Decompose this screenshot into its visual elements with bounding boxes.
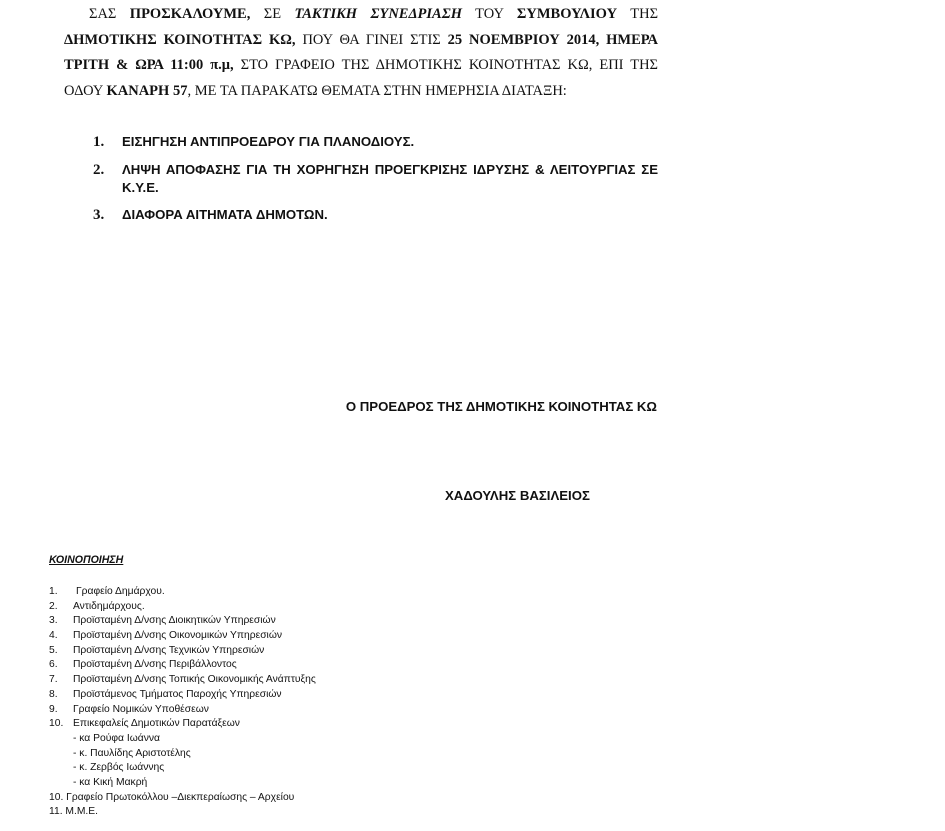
list-item-text: Προϊσταμένη Δ/νσης Τεχνικών Υπηρεσιών [73,644,265,656]
list-item-text: Προϊσταμένη Δ/νσης Οικονομικών Υπηρεσιών [73,630,283,642]
text-run: ΤΗΣ [617,6,659,22]
list-item-text: Προϊσταμένη Δ/νσης Περιβάλλοντος [73,659,237,671]
list-item-text: Γραφείο Δημάρχου. [76,586,165,597]
text-run: , ΜΕ ΤΑ ΠΑΡΑΚΑΤΩ ΘΕΜΑΤΑ ΣΤΗΝ ΗΜΕΡΗΣΙΑ ΔΙΑΤΑΞΗ: [187,82,567,99]
invitation-line-2 [64,28,658,54]
text-run: ΟΔΟΥ [64,82,107,99]
text-run-bold-italic: ΤΑΚΤΙΚΗ ΣΥΝΕΔΡΙΑΣΗ [294,6,462,22]
text-run-bold: ΣΥΜΒΟΥΛΙΟΥ [516,6,618,22]
agenda-item [93,161,658,197]
agenda-item-text: ΔΙΑΦΟΡΑ ΑΙΤΗΜΑΤΑ ΔΗΜΟΤΩΝ. [122,207,328,222]
list-subitem-text: - κα Κική Μακρή [73,776,148,788]
text-run-bold: 25 ΝΟΕΜΒΡΙΟΥ 2014, ΗΜΕΡΑ [447,31,658,48]
list-item-number: 1. [49,586,58,597]
list-subitem-text: - κ. Ζερβός Ιωάννης [73,762,165,774]
notification-heading: ΚΟΙΝΟΠΟΙΗΣΗ [49,554,124,566]
text-run: ΠΟΥ ΘΑ ΓΙΝΕΙ ΣΤΙΣ [295,31,448,48]
invitation-paragraph [64,2,658,104]
list-item-number: 3. [49,615,58,627]
list-item-number: 4. [49,630,58,642]
text-run-bold: ΚΑΝΑΡΗ 57 [106,82,188,99]
president-title: Ο ΠΡΟΕΔΡΟΣ ΤΗΣ ΔΗΜΟΤΙΚΗΣ ΚΟΙΝΟΤΗΤΑΣ ΚΩ [345,399,657,414]
text-run: ΣΕ [250,6,295,22]
list-item-number: 8. [49,688,58,700]
list-item-number: 5. [49,644,58,656]
agenda-item-text: ΕΙΣΗΓΗΣΗ ΑΝΤΙΠΡΟΕΔΡΟΥ ΓΙΑ ΠΛΑΝΟΔΙΟΥΣ. [122,134,415,149]
list-item-text: Αντιδημάρχους. [73,600,145,612]
list-item-number: 6. [49,659,58,671]
list-subitem-text: - κα Ρούφα Ιωάννα [73,732,160,744]
text-run: ΤΟΥ [462,6,517,22]
invitation-line-1 [64,2,658,28]
agenda-item [93,206,658,224]
agenda-item-number: 3. [93,207,105,223]
list-item-text: Γραφείο Νομικών Υποθέσεων [73,703,209,715]
agenda-list [93,133,658,234]
agenda-item [93,133,658,151]
list-item-text: 11. Μ.Μ.Ε. [49,806,99,818]
list-item-text: Προϊσταμένη Δ/νσης Διοικητικών Υπηρεσιών [73,615,276,627]
list-item-text: Προϊσταμένη Δ/νσης Τοπικής Οικονομικής Ανάπτυξης [73,674,316,686]
agenda-item-number: 1. [93,134,105,150]
text-run-bold: ΤΡΙΤΗ & ΩΡΑ 11:00 π.μ, [64,57,234,74]
text-run: ΣΤΟ ΓΡΑΦΕΙΟ ΤΗΣ ΔΗΜΟΤΙΚΗΣ ΚΟΙΝΟΤΗΤΑΣ ΚΩ, ΕΠΙ ΤΗΣ [233,57,658,74]
text-run: ΣΑΣ [89,6,130,22]
list-item-number: 9. [49,703,58,715]
list-item-text: Επικεφαλείς Δημοτικών Παρατάξεων [73,718,240,730]
list-item-number: 10. [49,718,64,730]
president-name: ΧΑΔΟΥΛΗΣ ΒΑΣΙΛΕΙΟΣ [445,488,590,503]
text-run-bold: ΠΡΟΣΚΑΛΟΥΜΕ, [129,6,251,22]
list-item-number: 2. [49,600,58,612]
text-run-bold: ΔΗΜΟΤΙΚΗΣ ΚΟΙΝΟΤΗΤΑΣ ΚΩ, [64,31,296,48]
invitation-line-4 [64,79,658,105]
list-item-number: 7. [49,674,58,686]
agenda-item-number: 2. [93,161,105,178]
list-subitem-text: - κ. Παυλίδης Αριστοτέλης [73,747,191,759]
list-item-text: 10. Γραφείο Πρωτοκόλλου –Διεκπεραίωσης – Αρχείου [49,791,295,803]
invitation-line-3 [64,53,658,79]
agenda-item-text: ΛΗΨΗ ΑΠΟΦΑΣΗΣ ΓΙΑ ΤΗ ΧΟΡΗΓΗΣΗ ΠΡΟΕΓΚΡΙΣΗΣ ΙΔΡΥΣΗΣ & ΛΕΙΤΟΥΡΓΙΑΣ ΣΕ Κ.Υ.Ε. [122,161,658,195]
list-item-text: Προϊστάμενος Τμήματος Παροχής Υπηρεσιών [73,688,282,700]
